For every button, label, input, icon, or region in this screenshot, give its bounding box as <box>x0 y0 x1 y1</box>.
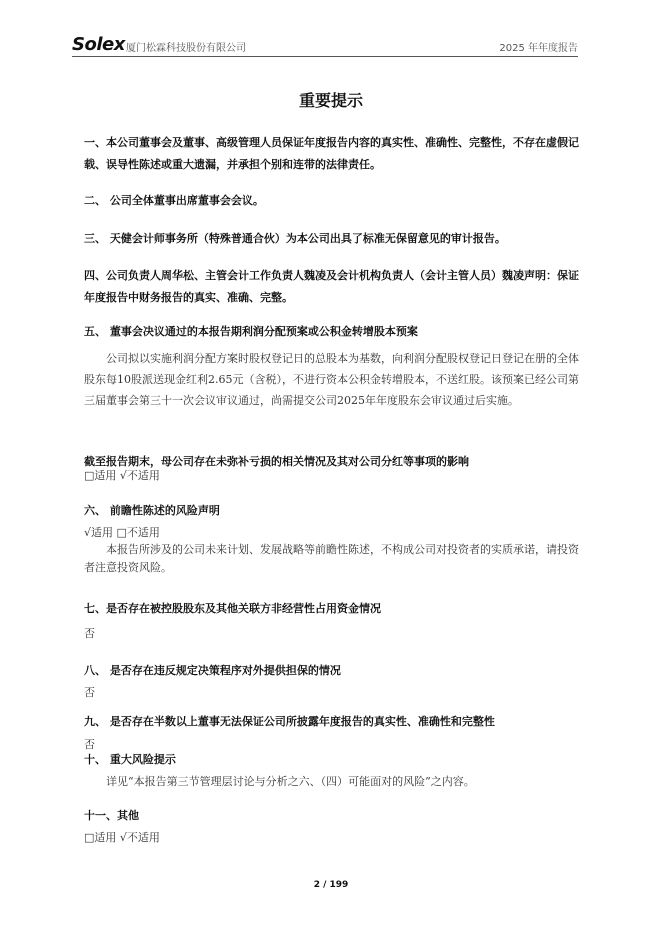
item-1: 一、本公司董事会及董事、高级管理人员保证年度报告内容的真实性、准确性、完整性，不存在虚假记载、误导性陈述或重大遗漏，并承担个别和连带的法律责任。 <box>84 136 579 171</box>
item-9-title: 九、 是否存在半数以上董事无法保证公司所披露年度报告的真实性、准确性和完整性 <box>84 715 495 728</box>
item-7-title: 七、是否存在被控股股东及其他关联方非经营性占用资金情况 <box>84 602 381 615</box>
item-7-answer: 否 <box>84 627 95 640</box>
item-9-answer: 否 <box>84 738 95 751</box>
company-name: 厦门松霖科技股份有限公司 <box>126 43 246 54</box>
item-8-answer: 否 <box>84 686 95 699</box>
item-3: 三、 天健会计师事务所（特殊普通合伙）为本公司出具了标准无保留意见的审计报告。 <box>84 232 506 245</box>
page-header <box>72 36 578 57</box>
item-2: 二、 公司全体董事出席董事会会议。 <box>84 194 264 207</box>
item-11-title: 十一、其他 <box>84 809 139 822</box>
item-11-option: □适用 √不适用 <box>84 831 160 844</box>
item-6-title: 六、 前瞻性陈述的风险声明 <box>84 504 220 517</box>
item-5-body: 公司拟以实施利润分配方案时股权登记日的总股本为基数，向利润分配股权登记日登记在册的全体股东每10股派送现金红利2.65元（含税），不进行资本公积金转增股本，不送红股。该预案已经公司第三届董事会第三十一次会议审议通过，尚需提交公司2025年年度股东会审议通过后实施。 <box>84 352 579 407</box>
item-5-title: 五、 董事会决议通过的本报告期利润分配预案或公积金转增股本预案 <box>84 325 418 338</box>
item-6-option: √适用 □不适用 <box>84 526 160 539</box>
report-title: 2025 年年度报告 <box>499 43 578 54</box>
item-4: 四、公司负责人周华松、主管会计工作负责人魏凌及会计机构负责人（会计主管人员）魏凌声明：保证年度报告中财务报告的真实、准确、完整。 <box>84 269 579 304</box>
page-number: 2 / 199 <box>313 880 349 890</box>
deficit-option: □适用 √不适用 <box>84 469 160 482</box>
item-6-body: 本报告所涉及的公司未来计划、发展战略等前瞻性陈述，不构成公司对投资者的实质承诺，请投资者注意投资风险。 <box>84 543 579 574</box>
deficit-title: 截至报告期末，母公司存在未弥补亏损的相关情况及其对公司分红等事项的影响 <box>84 455 469 468</box>
solex-logo: Solex <box>72 34 125 55</box>
item-8-title: 八、 是否存在违反规定决策程序对外提供担保的情况 <box>84 664 341 677</box>
page-title: 重要提示 <box>298 91 363 110</box>
item-10-title: 十、 重大风险提示 <box>84 753 176 766</box>
item-10-body: 详见“本报告第三节管理层讨论与分析之六、（四）可能面对的风险”之内容。 <box>106 775 475 788</box>
